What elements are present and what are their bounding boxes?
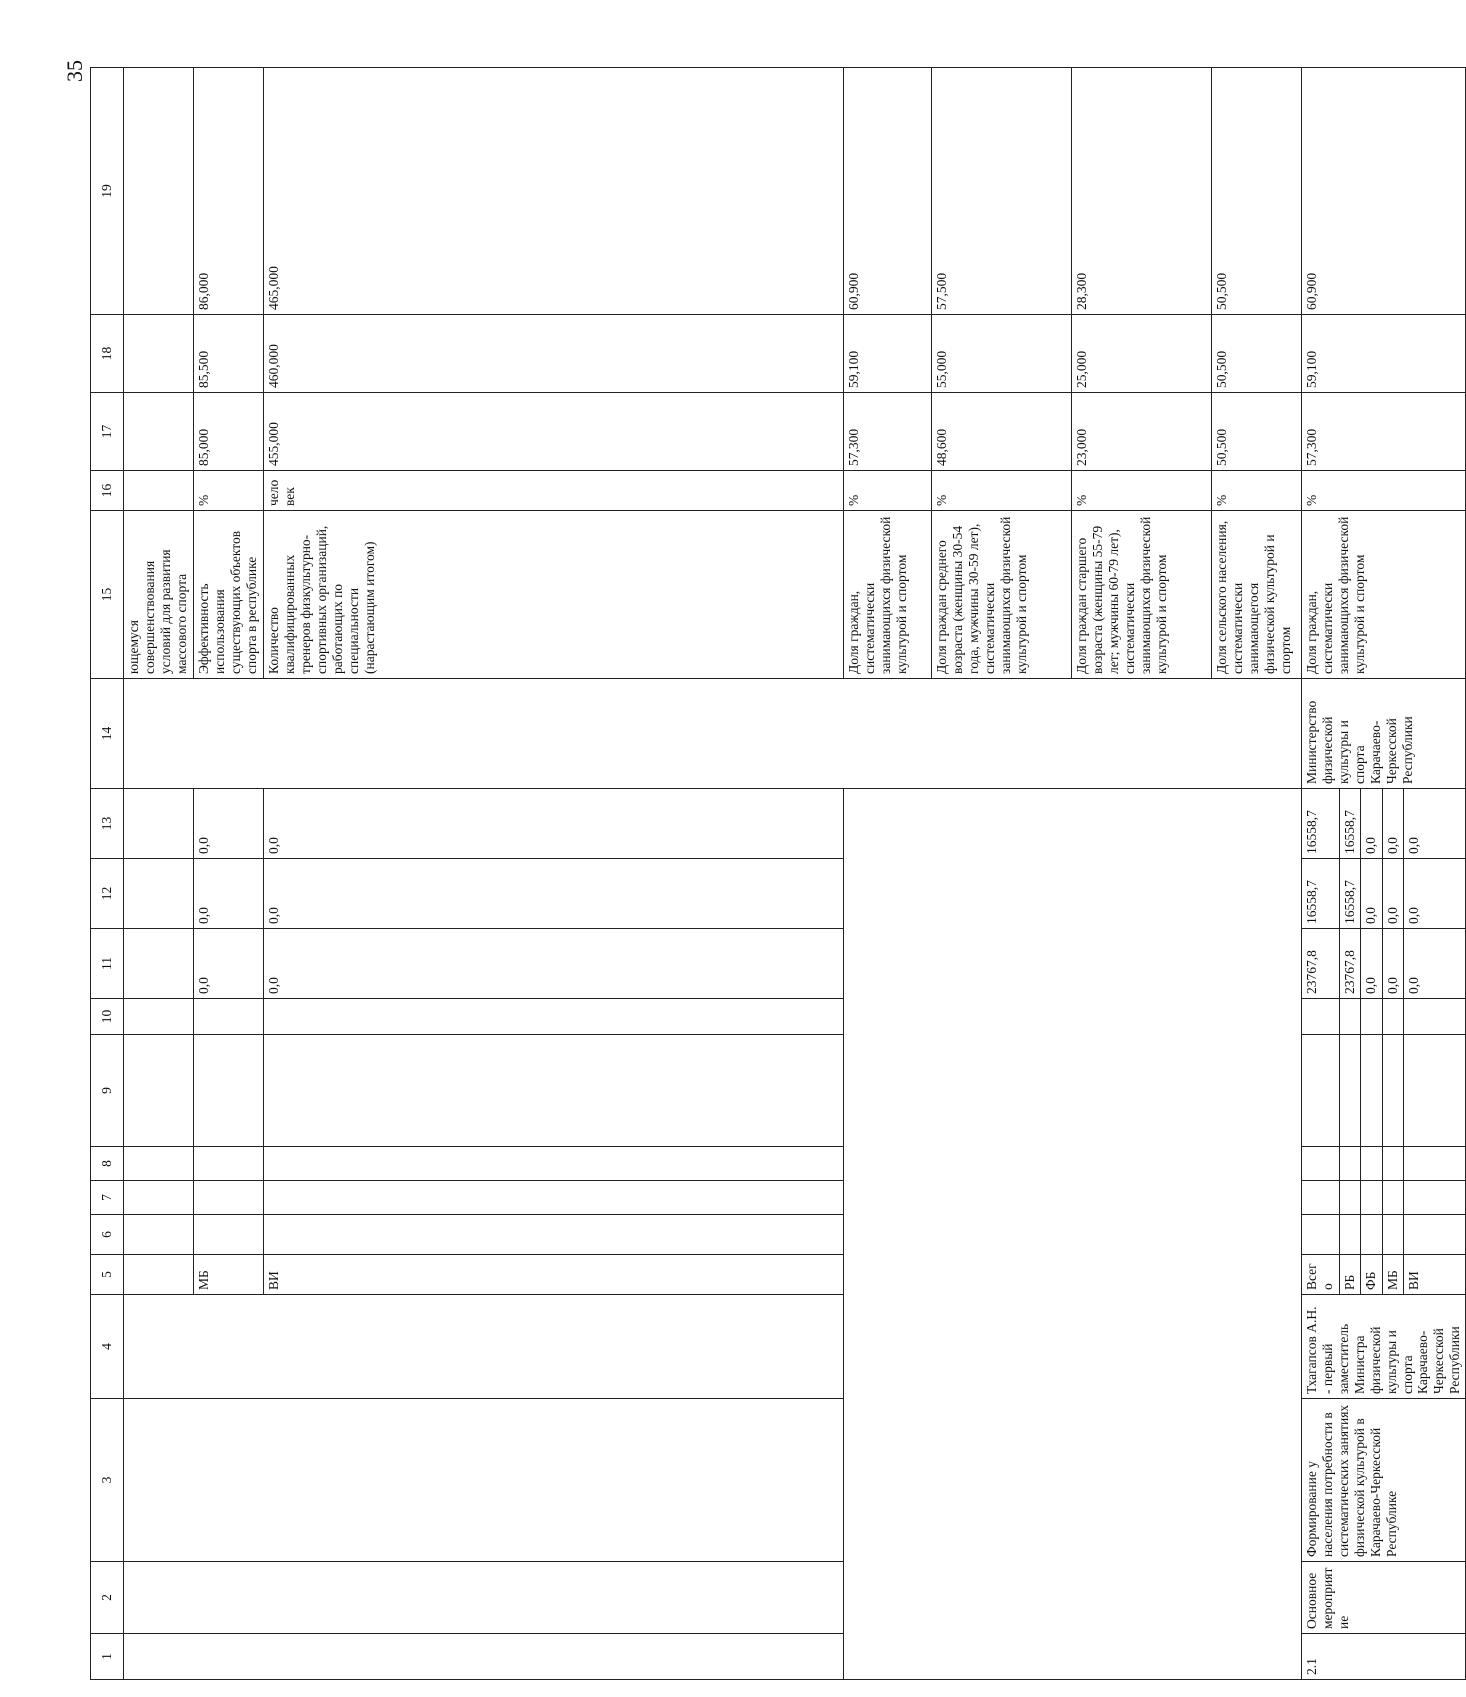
unit-cell: % <box>194 471 264 511</box>
header-cell: 4 <box>91 1295 124 1399</box>
amount-cell: 16558,7 <box>1339 859 1361 929</box>
funding-source-cell: РБ <box>1339 1255 1361 1295</box>
value-cell: 57,500 <box>932 68 1072 315</box>
amount-cell: 0,0 <box>194 929 264 999</box>
header-cell: 19 <box>91 68 124 315</box>
value-cell: 460,000 <box>264 315 844 393</box>
header-cell: 13 <box>91 789 124 859</box>
page-number: 35 <box>62 60 87 82</box>
funding-source-cell: Всего <box>1302 1255 1340 1295</box>
indicator-name-cell: ющемуся совершенствования условий для развития массового спорта <box>124 511 194 679</box>
value-cell: 60,900 <box>1302 68 1466 315</box>
value-cell: 50,500 <box>1212 68 1302 315</box>
value-cell: 60,900 <box>844 68 932 315</box>
program-table <box>90 67 1466 1680</box>
amount-cell: 0,0 <box>1404 929 1466 999</box>
measure-title: Формирование у населения потребности в систематических занятиях физической культурой в Карачаево-Черкесской Республике <box>1302 1399 1466 1562</box>
value-cell: 57,300 <box>1302 393 1466 471</box>
amount-cell: 0,0 <box>264 789 844 859</box>
header-cell: 1 <box>91 1634 124 1680</box>
funding-source-cell: ВИ <box>264 1255 844 1295</box>
table-row <box>844 68 932 1680</box>
amount-cell: 0,0 <box>194 859 264 929</box>
amount-cell: 0,0 <box>1382 789 1404 859</box>
header-cell: 16 <box>91 471 124 511</box>
indicator-name-cell: Доля граждан старшего возраста (женщины 55-79 лет; мужчины 60-79 лет), систематически занимающихся физической культурой и спортом <box>1072 511 1212 679</box>
value-cell: 85,000 <box>194 393 264 471</box>
value-cell: 55,000 <box>932 315 1072 393</box>
value-cell: 57,300 <box>844 393 932 471</box>
value-cell: 59,100 <box>844 315 932 393</box>
amount-cell: 0,0 <box>1404 789 1466 859</box>
indicator-name-cell: Доля граждан, систематически занимающихся физической культурой и спортом <box>1302 511 1466 679</box>
value-cell: 86,000 <box>194 68 264 315</box>
header-cell: 10 <box>91 999 124 1035</box>
funding-source-cell: МБ <box>194 1255 264 1295</box>
header-cell: 14 <box>91 679 124 789</box>
amount-cell: 0,0 <box>264 859 844 929</box>
measure-responsible: Тхагапсов А.Н. - первый заместитель Министра физической культуры и спорта Карачаево-Черкесской Республики <box>1302 1295 1466 1399</box>
rotated-table-container <box>90 68 1463 1680</box>
header-cell: 6 <box>91 1215 124 1255</box>
amount-cell: 0,0 <box>1382 859 1404 929</box>
header-cell: 2 <box>91 1562 124 1634</box>
unit-cell: % <box>1072 471 1212 511</box>
amount-cell: 0,0 <box>1361 929 1383 999</box>
unit-cell: % <box>1302 471 1466 511</box>
indicator-name-cell: Доля сельского населения, систематически занимающегося физической культурой и спортом <box>1212 511 1302 679</box>
header-cell: 15 <box>91 511 124 679</box>
value-cell: 48,600 <box>932 393 1072 471</box>
value-cell: 28,300 <box>1072 68 1212 315</box>
amount-cell: 0,0 <box>1382 929 1404 999</box>
funding-source-cell: ФБ <box>1361 1255 1383 1295</box>
value-cell: 455,000 <box>264 393 844 471</box>
indicator-name-cell: Доля граждан, систематически занимающихся физической культурой и спортом <box>844 511 932 679</box>
value-cell: 50,500 <box>1212 393 1302 471</box>
header-cell: 5 <box>91 1255 124 1295</box>
measure-executor: Министерство физической культуры и спорта Карачаево-Черкесской Республики <box>1302 679 1466 789</box>
amount-cell: 0,0 <box>1361 859 1383 929</box>
amount-cell: 0,0 <box>264 929 844 999</box>
header-cell: 7 <box>91 1181 124 1215</box>
indicator-name-cell: Эффективность использования существующих объектов спорта в республике <box>194 511 264 679</box>
indicator-name-cell: Количество квалифицированных тренеров физкультурно-спортивных организаций, работающих по специальности (нарастающим итогом) <box>264 511 844 679</box>
header-cell: 17 <box>91 393 124 471</box>
funding-source-cell: МБ <box>1382 1255 1404 1295</box>
unit-cell: % <box>844 471 932 511</box>
amount-cell: 16558,7 <box>1302 789 1340 859</box>
header-cell: 9 <box>91 1035 124 1147</box>
measure-row <box>1302 68 1340 1680</box>
funding-source-cell: ВИ <box>1404 1255 1466 1295</box>
header-cell: 3 <box>91 1399 124 1562</box>
amount-cell: 23767,8 <box>1339 929 1361 999</box>
value-cell: 23,000 <box>1072 393 1212 471</box>
unit-cell: % <box>1212 471 1302 511</box>
unit-cell: % <box>932 471 1072 511</box>
amount-cell: 23767,8 <box>1302 929 1340 999</box>
value-cell: 50,500 <box>1212 315 1302 393</box>
value-cell: 59,100 <box>1302 315 1466 393</box>
measure-type: Основное мероприятие <box>1302 1562 1466 1634</box>
amount-cell: 0,0 <box>1361 789 1383 859</box>
header-cell: 8 <box>91 1147 124 1181</box>
header-cell: 18 <box>91 315 124 393</box>
amount-cell: 0,0 <box>1404 859 1466 929</box>
header-row <box>91 68 124 1680</box>
indicator-name-cell: Доля граждан среднего возраста (женщины 30-54 года, мужчины 30-59 лет), систематически занимающихся физической культурой и спортом <box>932 511 1072 679</box>
measure-number: 2.1 <box>1302 1634 1466 1680</box>
unit-cell: человек <box>264 471 844 511</box>
amount-cell: 16558,7 <box>1302 859 1340 929</box>
header-cell: 12 <box>91 859 124 929</box>
amount-cell: 0,0 <box>194 789 264 859</box>
amount-cell: 16558,7 <box>1339 789 1361 859</box>
table-row <box>124 68 194 1680</box>
value-cell: 25,000 <box>1072 315 1212 393</box>
header-cell: 11 <box>91 929 124 999</box>
value-cell: 465,000 <box>264 68 844 315</box>
value-cell: 85,500 <box>194 315 264 393</box>
